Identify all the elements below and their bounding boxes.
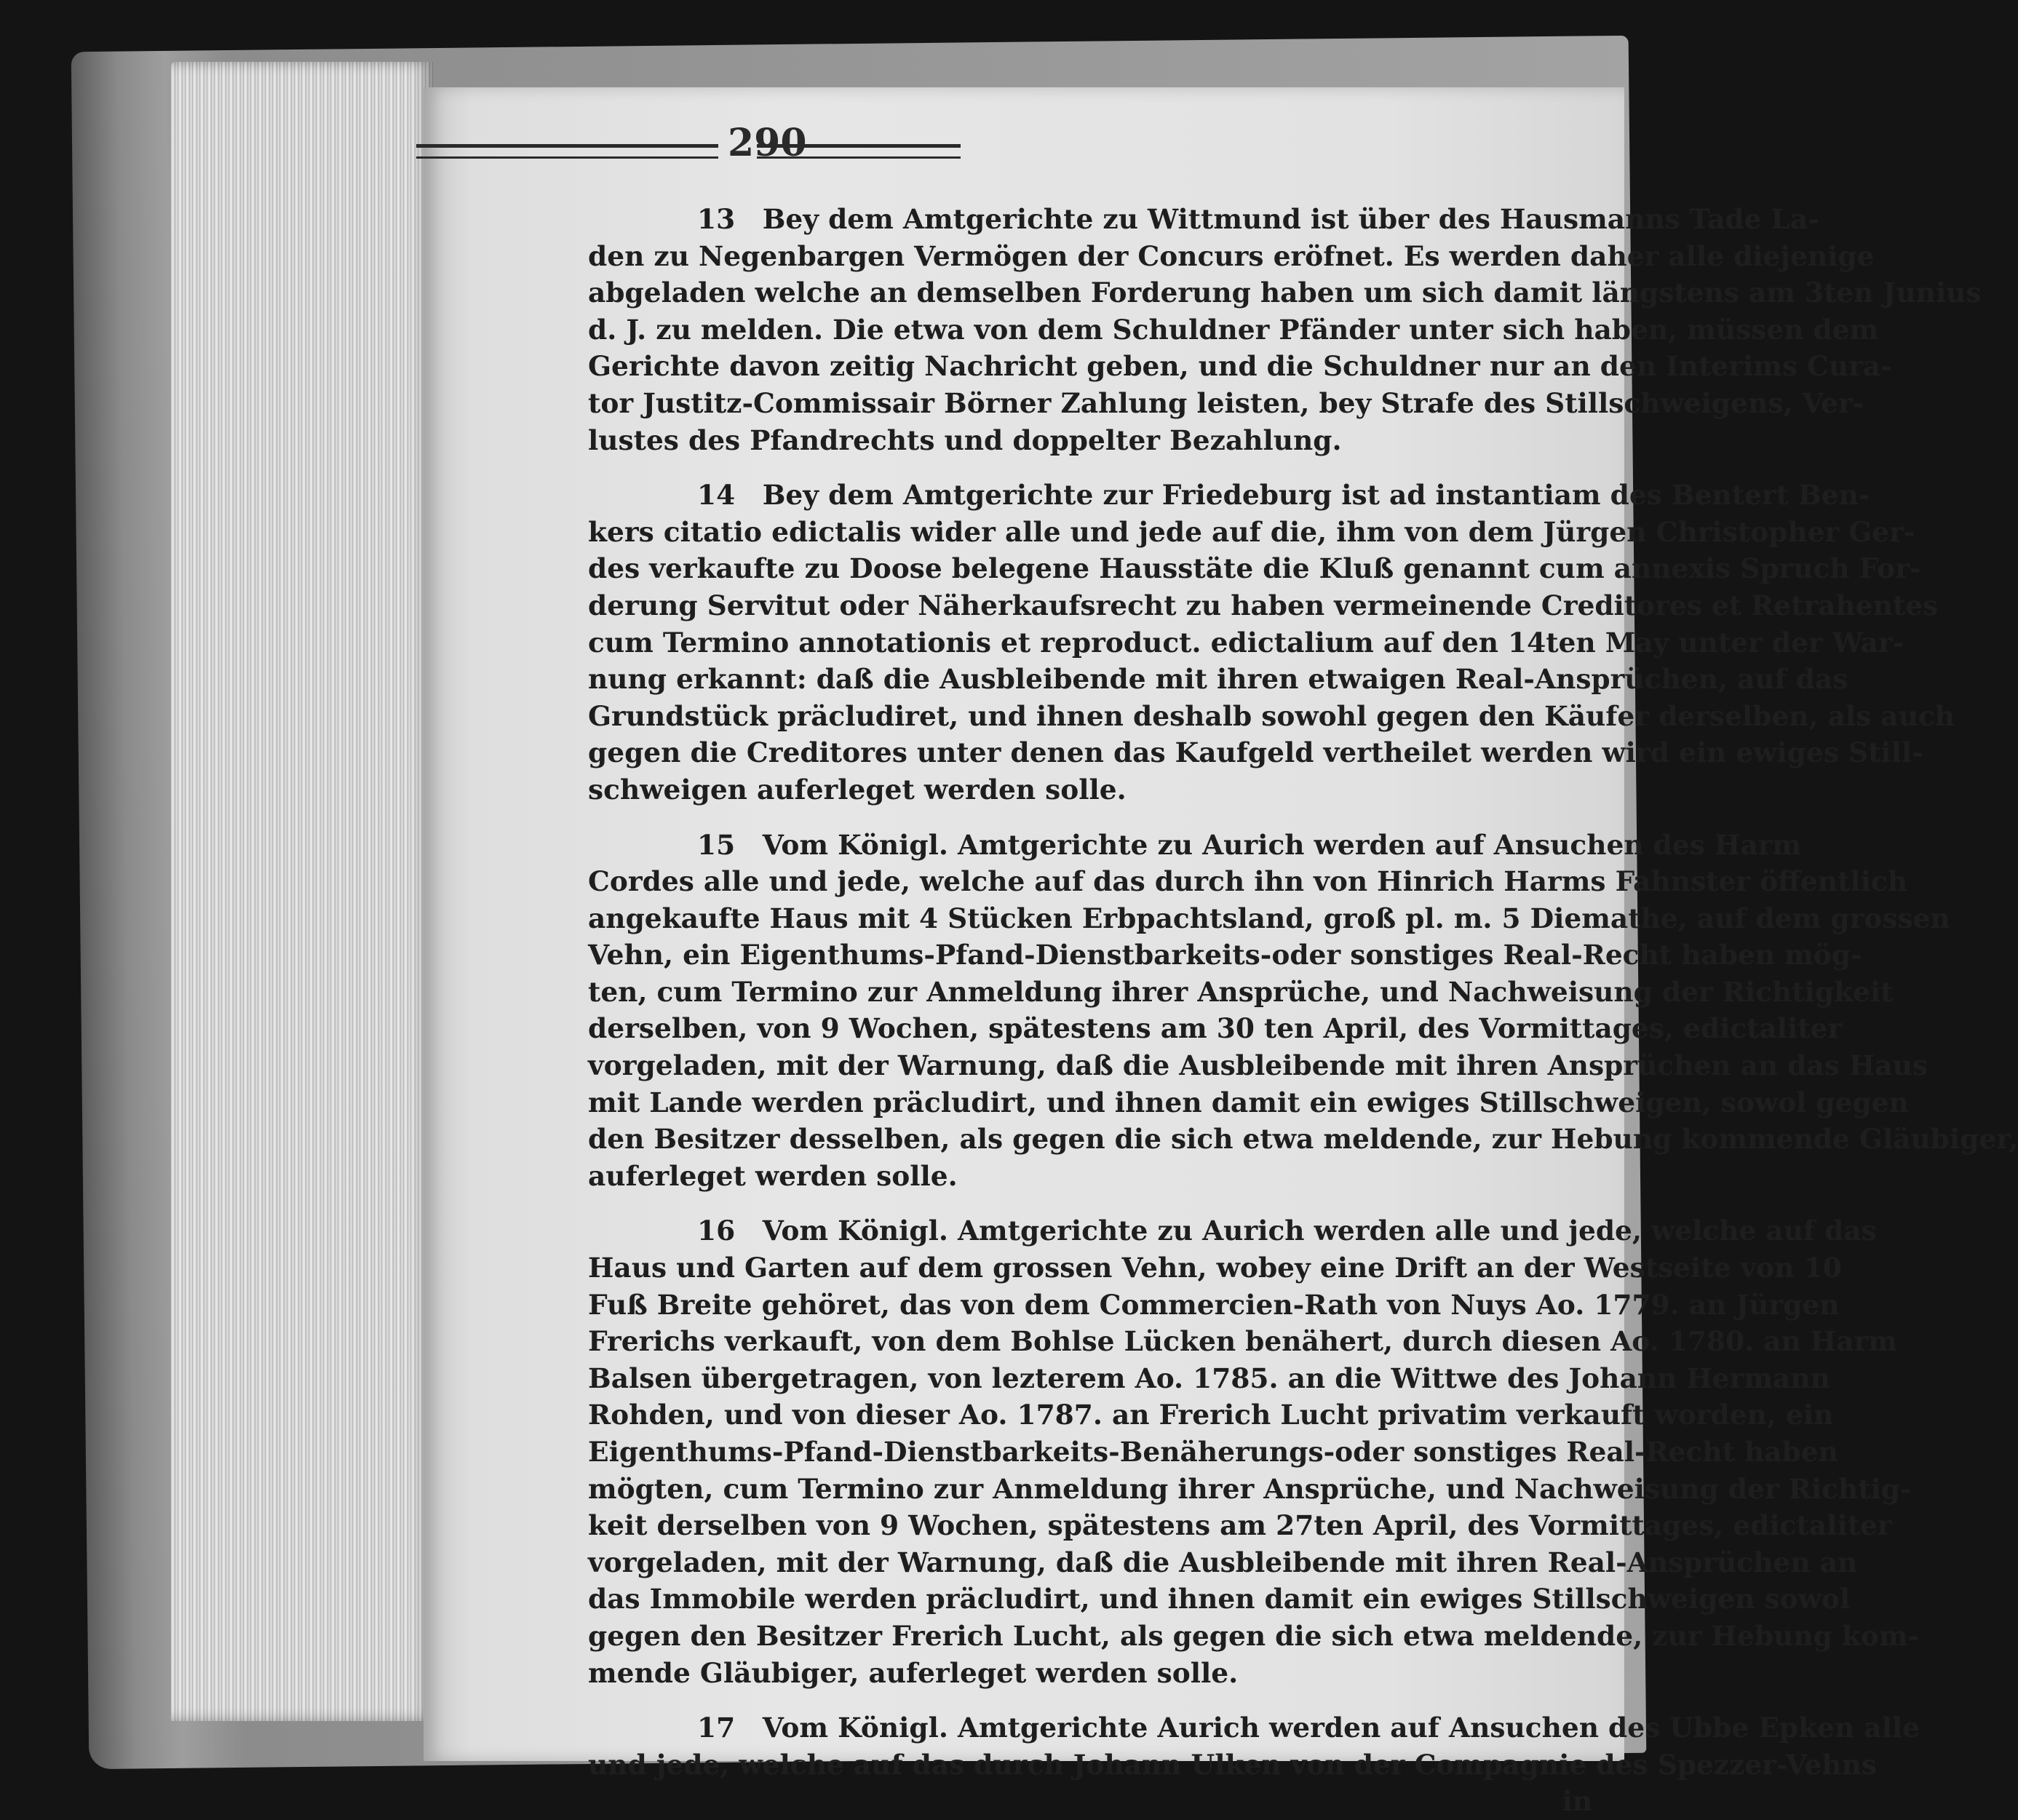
text-line <box>588 238 1875 275</box>
line-text: derselben, von 9 Wochen, spätestens am 30 ten April, des Vormittages, edictaliter <box>588 1012 1843 1045</box>
text-line <box>588 827 1802 864</box>
line-text: mögten, cum Termino zur Anmeldung ihrer Ansprüche, und Nachweisung der Richtig- <box>588 1472 1912 1505</box>
line-text: angekaufte Haus mit 4 Stücken Erbpachtsland, groß pl. m. 5 Diemathe, auf dem grossen <box>588 902 1950 934</box>
line-text: nung erkannt: daß die Ausbleibende mit ihren etwaigen Real-Ansprüchen, auf das <box>588 663 1848 696</box>
line-text: Cordes alle und jede, welche auf das durch ihn von Hinrich Harms Fahnster öffentlich <box>588 865 1907 898</box>
line-text: Bey dem Amtgerichte zur Friedeburg ist ad instantiam des Bentert Ben- <box>762 479 1870 512</box>
text-line <box>588 1047 1928 1084</box>
text-line <box>588 1121 2018 1158</box>
text-line <box>588 550 1921 587</box>
text-line <box>588 1010 1843 1047</box>
text-line <box>588 698 1955 735</box>
text-line <box>588 1084 1909 1121</box>
text-line <box>588 311 1879 349</box>
line-text: Balsen übergetragen, von lezterem Ao. 1785. an die Wittwe des Johann Hermann <box>588 1362 1830 1394</box>
text-line <box>588 734 1923 771</box>
header-rule-right <box>757 144 961 159</box>
line-text: gegen die Creditores unter denen das Kaufgeld vertheilet werden wird ein ewiges Still- <box>588 736 1923 769</box>
page-edges <box>171 62 433 1721</box>
line-text: tor Justitz-Commissair Börner Zahlung leisten, bey Strafe des Stillschweigens, Ver- <box>588 386 1864 419</box>
line-text: cum Termino annotationis et reproduct. edictalium auf den 14ten May unter der War- <box>588 626 1904 659</box>
text-line <box>588 1249 1842 1287</box>
text-line <box>588 900 1950 937</box>
line-text: vorgeladen, mit der Warnung, daß die Ausbleibende mit ihren Real-Ansprüchen an <box>588 1546 1858 1578</box>
line-text: gegen den Besitzer Frerich Lucht, als gegen die sich etwa meldende, zur Hebung kom- <box>588 1619 1920 1652</box>
page-number: 290 <box>728 121 807 165</box>
text-line <box>588 477 1870 514</box>
line-text: vorgeladen, mit der Warnung, daß die Ausbleibende mit ihren Ansprüchen an das Haus <box>588 1049 1928 1082</box>
text-line <box>588 514 1915 551</box>
text-line <box>588 274 1982 311</box>
paragraph-number: 17 <box>697 1712 763 1744</box>
paragraph <box>588 1709 1920 1783</box>
text-line <box>588 1434 1838 1471</box>
text-line <box>588 1323 1897 1360</box>
text-line <box>588 661 1848 698</box>
paragraph <box>588 1212 1920 1691</box>
text-line <box>588 1581 1851 1618</box>
line-text: Gerichte davon zeitig Nachricht geben, und die Schuldner nur an den Interims Cura- <box>588 350 1892 383</box>
line-text: den Besitzer desselben, als gegen die sich etwa meldende, zur Hebung kommende Gläubiger, <box>588 1123 2018 1156</box>
line-text: auferleget werden solle. <box>588 1159 958 1192</box>
text-line <box>588 1212 1877 1249</box>
text-line <box>588 624 1904 661</box>
line-text: ten, cum Termino zur Anmeldung ihrer Ansprüche, und Nachweisung der Richtigkeit <box>588 975 1894 1008</box>
text-line <box>588 1618 1920 1655</box>
line-text: Bey dem Amtgerichte zu Wittmund ist über des Hausmanns Tade La- <box>762 203 1819 235</box>
text-line <box>588 1709 1920 1747</box>
line-text: des verkaufte zu Doose belegene Hausstäte die Kluß genannt cum annexis Spruch For- <box>588 552 1921 585</box>
paragraph <box>588 201 1982 458</box>
page-text <box>588 201 2018 1820</box>
text-line <box>588 1158 1621 1195</box>
line-text: schweigen auferleget werden solle. <box>588 773 1127 806</box>
paragraph-number: 13 <box>697 203 763 235</box>
line-text: und jede, welche auf das durch Johann Ulken von der Compagnie des Spezzer-Vehns <box>588 1748 1877 1781</box>
text-line <box>588 1747 1877 1784</box>
line-text: derung Servitut oder Näherkaufsrecht zu haben vermeinende Creditores et Retrahentes <box>588 589 1939 621</box>
text-line <box>588 974 1894 1011</box>
paragraph <box>588 827 2018 1195</box>
text-line <box>588 385 1864 422</box>
text-line <box>588 1655 1621 1692</box>
text-line <box>588 1287 1840 1324</box>
paragraph-number: 16 <box>697 1215 763 1247</box>
text-line <box>588 937 1862 974</box>
page-header <box>0 121 1661 165</box>
line-text: mende Gläubiger, auferleget werden solle. <box>588 1656 1239 1689</box>
line-text: mit Lande werden präcludirt, und ihnen damit ein ewiges Stillschweigen, sowol gegen <box>588 1086 1909 1118</box>
line-text: abgeladen welche an demselben Forderung haben um sich damit längstens am 3ten Junius <box>588 277 1982 309</box>
line-text: d. J. zu melden. Die etwa von dem Schuldner Pfänder unter sich haben, müssen dem <box>588 313 1879 346</box>
text-line <box>588 1471 1912 1508</box>
line-text: Frerichs verkauft, von dem Bohlse Lücken benähert, durch diesen Ao. 1780. an Harm <box>588 1325 1897 1358</box>
text-line <box>588 771 1621 808</box>
text-line <box>588 348 1892 385</box>
text-line <box>588 201 1819 238</box>
line-text: den zu Negenbargen Vermögen der Concurs eröfnet. Es werden daher alle diejenige <box>588 239 1875 272</box>
paragraph <box>588 477 1955 808</box>
text-line <box>588 422 1621 459</box>
paragraph-number: 14 <box>697 479 763 512</box>
line-text: Rohden, und von dieser Ao. 1787. an Frerich Lucht privatim verkauft worden, ein <box>588 1399 1834 1431</box>
line-text: Grundstück präcludiret, und ihnen deshalb sowohl gegen den Käufer derselben, als auch <box>588 699 1955 732</box>
line-text: Vom Königl. Amtgerichte Aurich werden auf Ansuchen des Ubbe Epken alle <box>762 1712 1920 1744</box>
line-text: lustes des Pfandrechts und doppelter Bezahlung. <box>588 424 1342 456</box>
line-text: Fuß Breite gehöret, das von dem Commercien-Rath von Nuys Ao. 1779. an Jürgen <box>588 1288 1840 1321</box>
line-text: Vom Königl. Amtgerichte zu Aurich werden alle und jede, welche auf das <box>762 1215 1877 1247</box>
text-line <box>588 1396 1834 1434</box>
line-text: keit derselben von 9 Wochen, spätestens am 27ten April, des Vormittages, edictaliter <box>588 1509 1892 1542</box>
text-line <box>588 863 1907 900</box>
catchword: in <box>1562 1785 1592 1818</box>
line-text: kers citatio edictalis wider alle und jede auf die, ihm von dem Jürgen Christopher Ger- <box>588 515 1915 548</box>
text-line <box>588 1544 1858 1581</box>
paragraph-number: 15 <box>697 828 763 861</box>
line-text: Haus und Garten auf dem grossen Vehn, wobey eine Drift an der Westseite von 10 <box>588 1252 1842 1284</box>
header-rule-left <box>416 144 718 159</box>
line-text: Eigenthums-Pfand-Dienstbarkeits-Benäherungs-oder sonstiges Real-Recht haben <box>588 1436 1838 1468</box>
line-text: Vom Königl. Amtgerichte zu Aurich werden auf Ansuchen des Harm <box>762 828 1802 861</box>
text-line <box>588 1360 1830 1397</box>
text-line <box>588 1507 1892 1544</box>
line-text: Vehn, ein Eigenthums-Pfand-Dienstbarkeits-oder sonstiges Real-Recht haben mög- <box>588 939 1862 971</box>
text-line <box>588 587 1939 624</box>
line-text: das Immobile werden präcludirt, und ihnen damit ein ewiges Stillschweigen sowol <box>588 1583 1851 1616</box>
